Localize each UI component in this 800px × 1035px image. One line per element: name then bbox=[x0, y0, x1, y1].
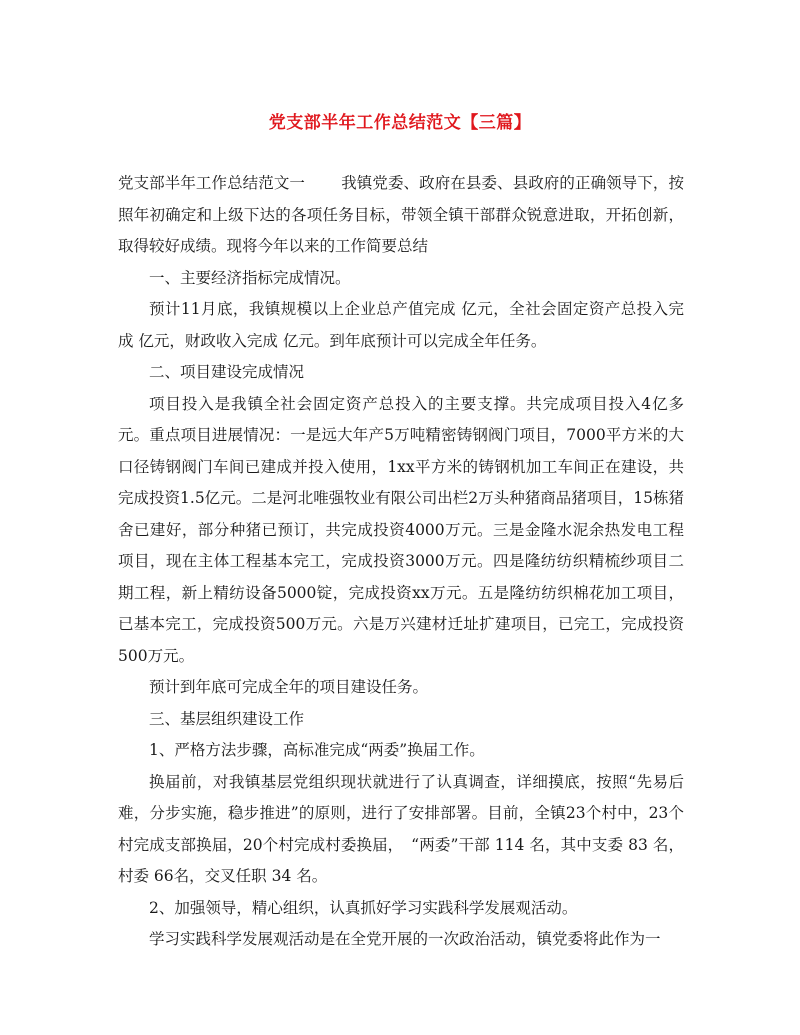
economic-paragraph: 预计11月底，我镇规模以上企业总产值完成 亿元，全社会固定资产总投入完成 亿元，财政收入完成 亿元。到年底预计可以完成全年任务。 bbox=[118, 300, 684, 350]
subheading-study-activity: 2、加强领导，精心组织，认真抓好学习实践科学发展观活动。 bbox=[149, 898, 578, 917]
projects-forecast-paragraph: 预计到年底可完成全年的项目建设任务。 bbox=[149, 678, 429, 696]
section-heading-projects: 二、项目建设完成情况 bbox=[149, 363, 305, 381]
document-title: 党支部半年工作总结范文【三篇】 bbox=[268, 113, 532, 133]
section-heading-organization: 三、基层组织建设工作 bbox=[149, 709, 305, 728]
section-heading-economic: 一、主要经济指标完成情况。 bbox=[149, 268, 351, 287]
document-body bbox=[118, 168, 684, 956]
subheading-election: 1、严格方法步骤，高标准完成“两委”换届工作。 bbox=[149, 741, 485, 759]
projects-paragraph: 项目投入是我镇全社会固定资产总投入的主要支撑。共完成项目投入4亿多元。重点项目进展情况：一是远大年产5万吨精密铸钢阀门项目，7000平方米的大口径铸钢阀门车间已建成并投入使用，1xx平方米的铸钢机加工车间正在建设，共完成投资1.5亿元。二是河北唯强牧业有限公司出栏2万头种猪商品猪项目，15栋猪舍已建好，部分种猪已预订，共完成投资4000万元。三是金隆水泥余热发电工程项目，现在主体工程基本完工，完成投资3000万元。四是隆纺纺织精梳纱项目二期工程，新上精纺设备5000锭，完成投资xx万元。五是隆纺纺织棉花加工项目，已基本完工，完成投资500万元。六是万兴建材迁址扩建项目，已完工，完成投资500万元。 bbox=[118, 394, 684, 665]
election-paragraph: 换届前，对我镇基层党组织现状就进行了认真调查，详细摸底，按照“先易后难，分步实施，稳步推进”的原则，进行了安排部署。目前，全镇23个村中，23个村完成支部换届，20个村完成村委换届， “两委”干部 114 名，其中支委 83 名，村委 66名，交叉任职 34 名。 bbox=[118, 772, 684, 885]
intro-paragraph: 党支部半年工作总结范文一 我镇党委、政府在县委、县政府的正确领导下，按照年初确定和上级下达的各项任务目标，带领全镇干部群众锐意进取，开拓创新，取得较好成绩。现将今年以来的工作简要总结 bbox=[118, 174, 684, 255]
study-activity-paragraph: 学习实践科学发展观活动是在全党开展的一次政治活动，镇党委将此作为一 bbox=[149, 930, 661, 948]
